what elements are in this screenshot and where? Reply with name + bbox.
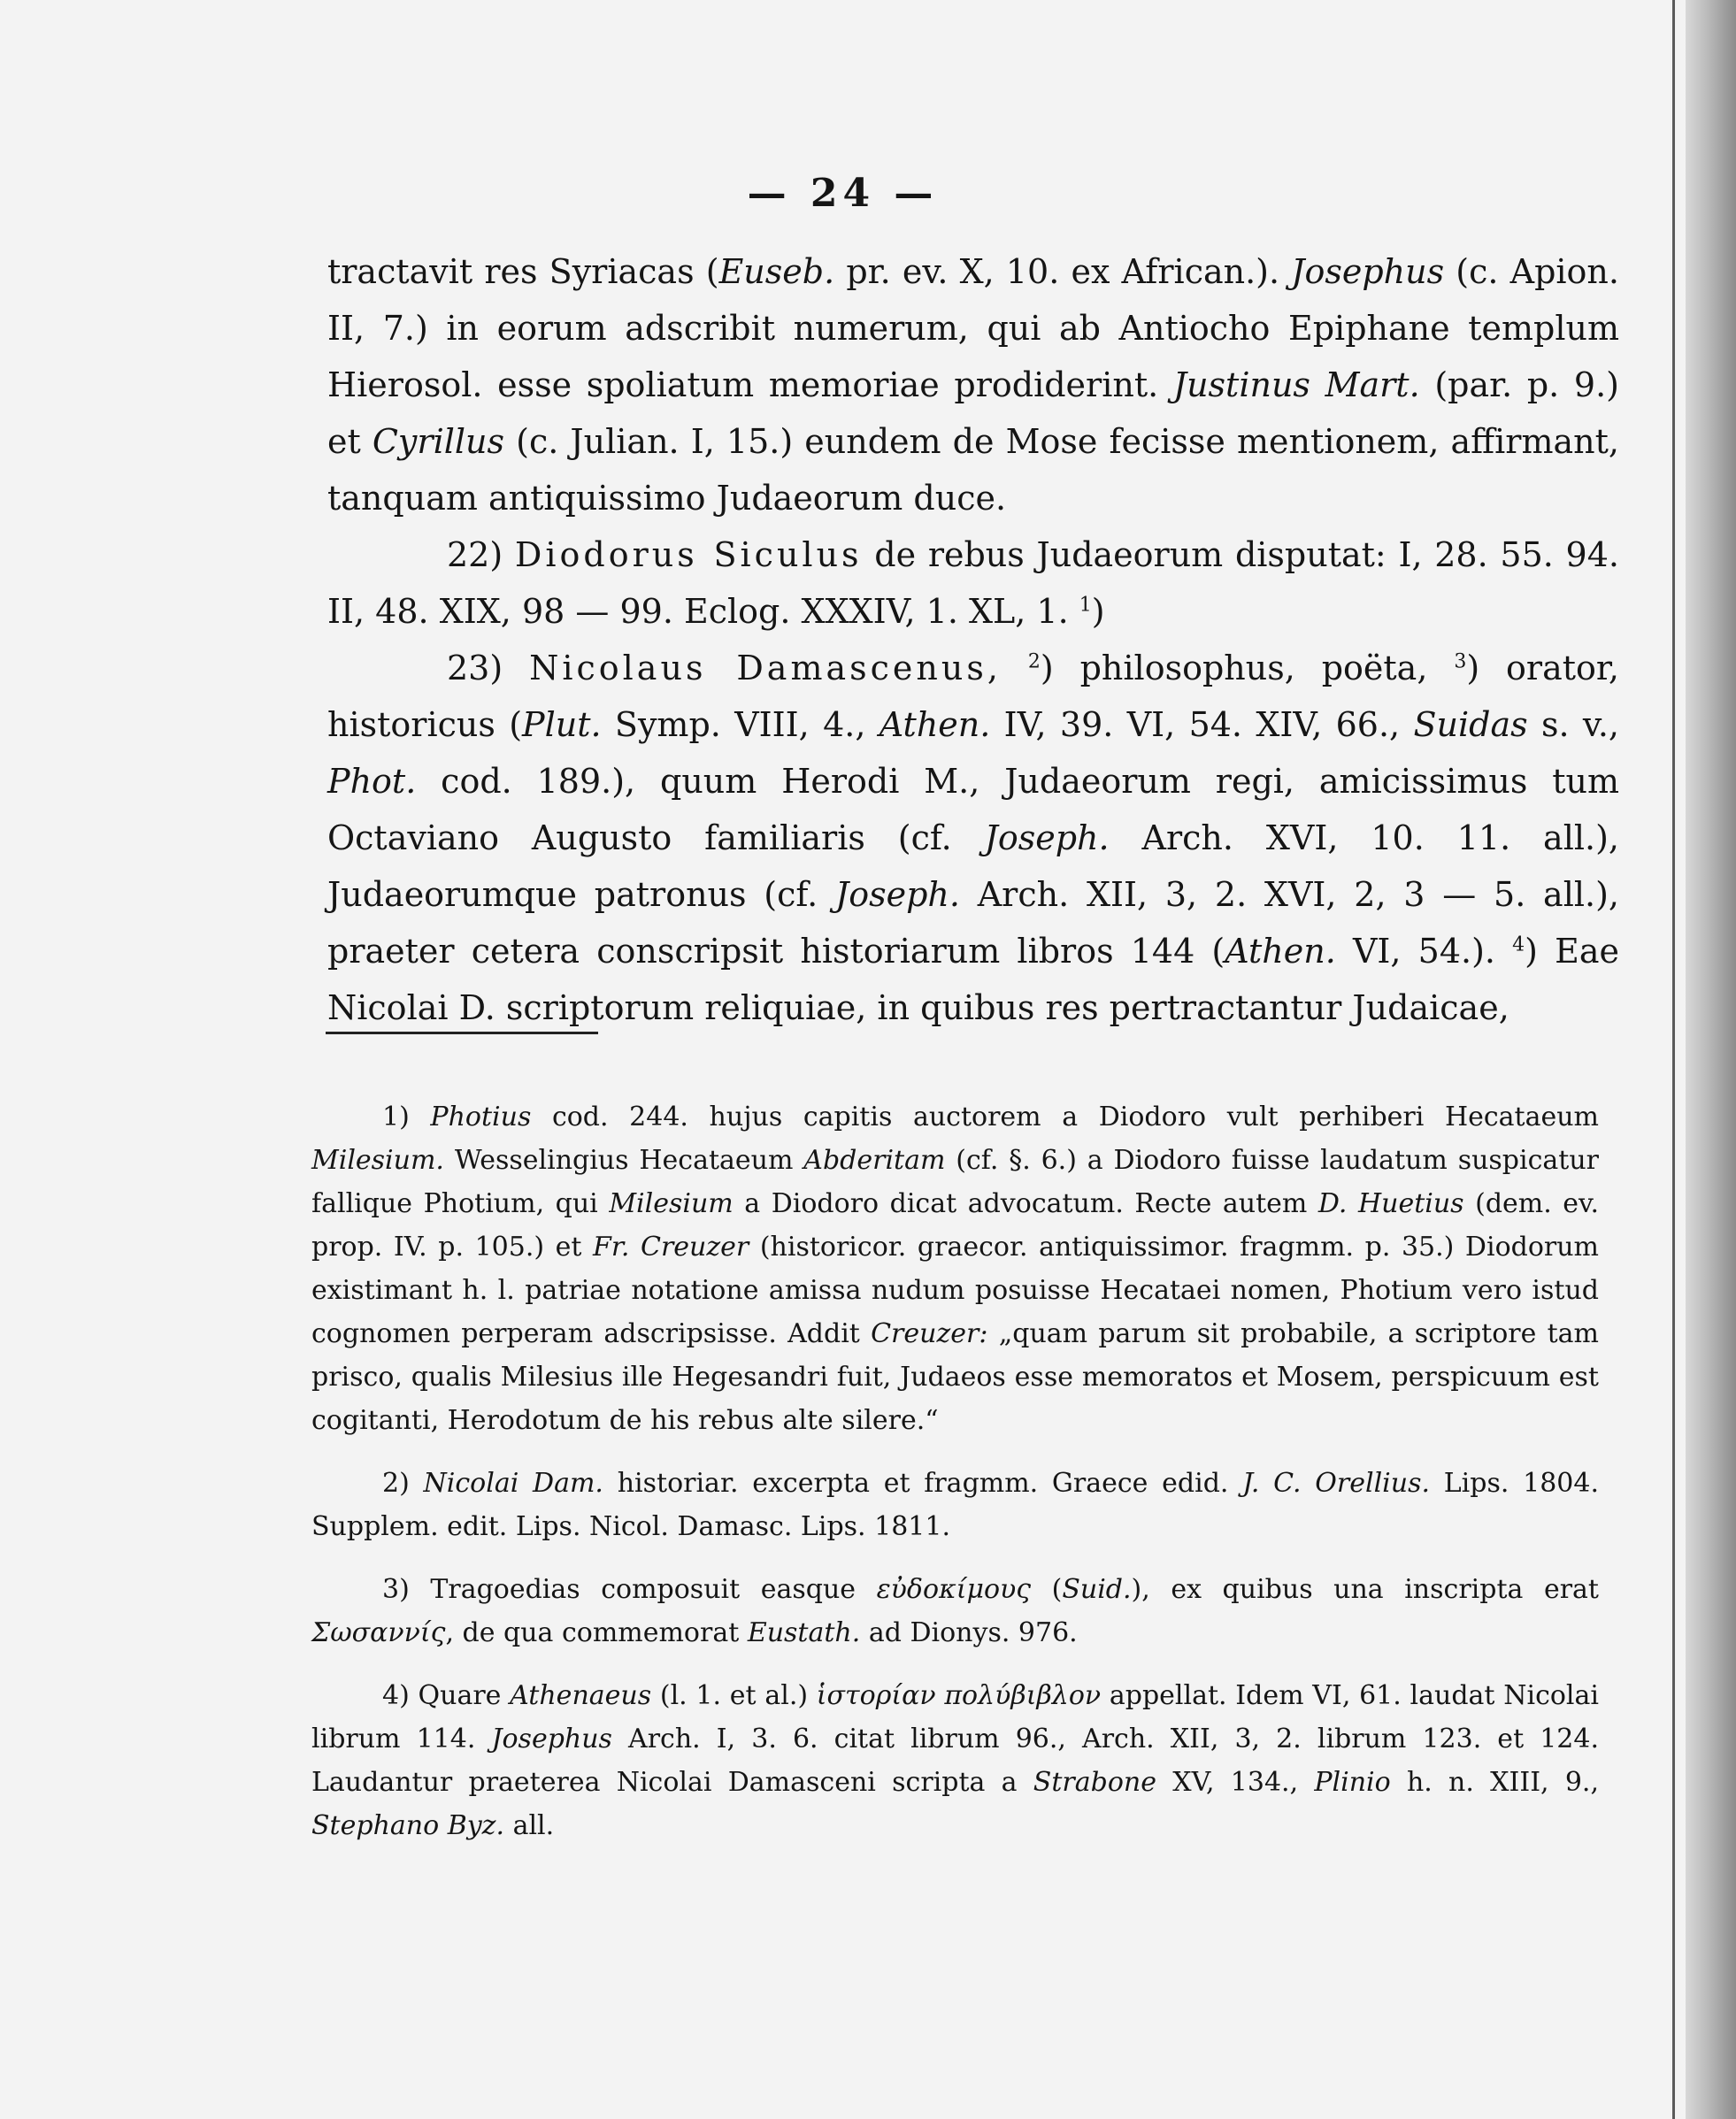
book-gutter (1686, 0, 1736, 2119)
footnote-4: 4) Quare Athenaeus (l. 1. et al.) ἱστορίαν πολύβιβλον appellat. Idem VI, 61. laudat Nicolai librum 114. Josephus Arch. I, 3. 6. citat librum 96., Arch. XII, 3, 2. librum 123. et 124. Laudantur praeterea Nicolai Damasceni scripta a Strabone XV, 134., Plinio h. n. XIII, 9., Stephano Byz. all. (311, 1680, 1600, 1841)
page-number: — 24 — (747, 171, 939, 216)
footnotes (311, 1095, 1599, 1867)
paragraph-23: 23) Nicolaus Damascenus, $^2$) philosophus, poëta, $^3$) orator, historicus (Plut. Symp. VIII, 4., Athen. IV, 39. VI, 54. XIV, 66., Suidas s. v., Phot. cod. 189.), quum Herodi M., Judaeorum regi, amicissimus tum Octaviano Augusto familiaris (cf. Joseph. Arch. XVI, 10. 11. all.), Judaeorumque patronus (cf. Joseph. Arch. XII, 3, 2. XVI, 2, 3 — 5. all.), praeter cetera conscripsit historiarum libros 144 (Athen. VI, 54.). $^4$) Eae Nicolai D. scriptorum reliquiae, in quibus res pertractantur Judaicae, (327, 649, 1620, 1027)
paragraph-continuation: tractavit res Syriacas (Euseb. pr. ev. X, 10. ex African.). Josephus (c. Apion. II, 7.) in eorum adscribit numerum, qui ab Antiocho Epiphane templum Hierosol. esse spoliatum memoriae prodiderint. Justinus Mart. (par. p. 9.) et Cyrillus (c. Julian. I, 15.) eundem de Mose fecisse mentionem, affirmant, tanquam antiquissimo Judaeorum duce. (327, 252, 1619, 518)
footnote-2: 2) Nicolai Dam. historiar. excerpta et fragmm. Graece edid. J. C. Orellius. Lips. 1804. Supplem. edit. Lips. Nicol. Damasc. Lips. 1811. (311, 1468, 1600, 1542)
main-text (327, 243, 1619, 1036)
footnote-rule (326, 1032, 598, 1034)
gutter-edge (1672, 0, 1675, 2119)
paragraph-22: 22) Diodorus Siculus de rebus Judaeorum disputat: I, 28. 55. 94. II, 48. XIX, 98 — 99. Eclog. XXXIV, 1. XL, 1. $^1$) (327, 535, 1619, 631)
footnote-3: 3) Tragoedias composuit easque εὐδοκίμους (Suid.), ex quibus una inscripta erat Σωσαννίς, de qua commemorat Eustath. ad Dionys. 976. (311, 1574, 1599, 1648)
footnote-1: 1) Photius cod. 244. hujus capitis auctorem a Diodoro vult perhiberi Hecataeum Milesium. Wesselingius Hecataeum Abderitam (cf. §. 6.) a Diodoro fuisse laudatum suspicatur fallique Photium, qui Milesium a Diodoro dicat advocatum. Recte autem D. Huetius (dem. ev. prop. IV. p. 105.) et Fr. Creuzer (historicor. graecor. antiquissimor. fragmm. p. 35.) Diodorum existimant h. l. patriae notatione amissa nudum posuisse Hecataei nomen, Photium vero istud cognomen perperam adscripsisse. Addit Creuzer: „quam parum sit probabile, a scriptore tam prisco, qualis Milesius ille Hegesandri fuit, Judaeos esse memoratos et Mosem, perspicuum est cogitanti, Herodotum de his rebus alte silere.“ (311, 1102, 1600, 1436)
